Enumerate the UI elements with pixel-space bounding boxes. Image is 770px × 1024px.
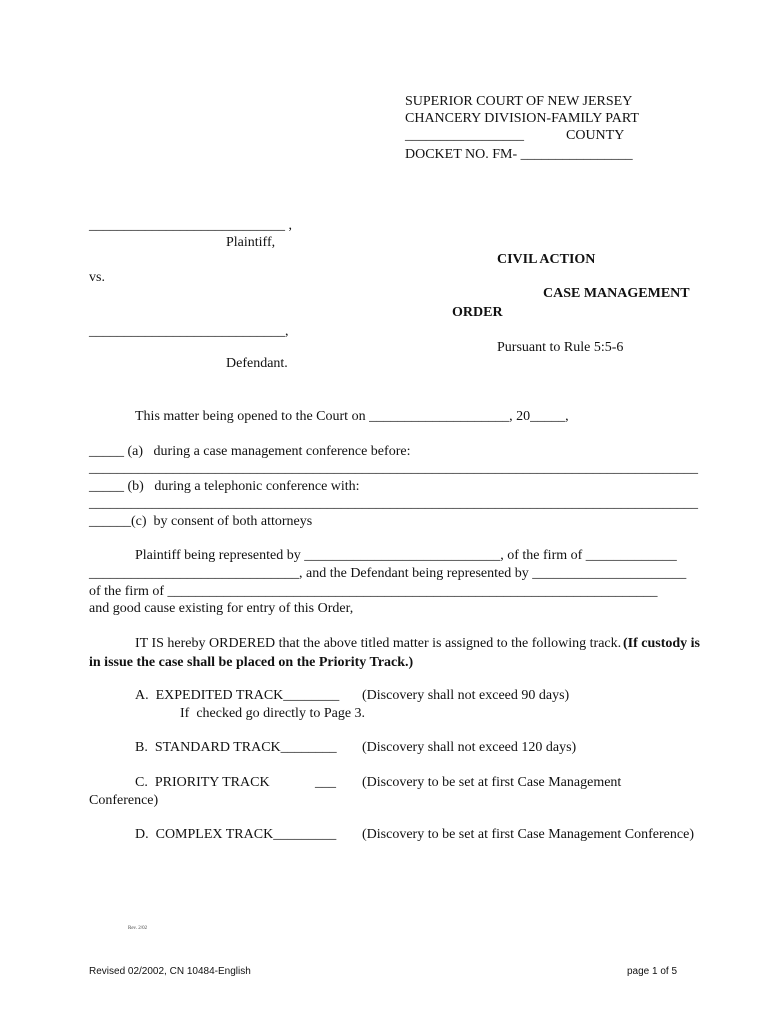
plaintiff-name-blank: ____________________________ ,: [89, 218, 292, 233]
track-d-description: (Discovery to be set at first Case Management Conference): [362, 827, 694, 842]
civil-action-title: CIVIL ACTION: [497, 252, 596, 267]
defendant-name-blank: ____________________________,: [89, 324, 289, 339]
defendant-label: Defendant.: [226, 356, 288, 371]
track-c-description-cont: Conference): [89, 793, 159, 808]
court-division: CHANCERY DIVISION-FAMILY PART: [405, 111, 639, 126]
option-a-conference: _____ (a) during a case management conference before:: [89, 444, 411, 459]
case-management-title: CASE MANAGEMENT: [543, 286, 690, 301]
option-c-consent: ______(c) by consent of both attorneys: [89, 514, 313, 529]
option-a-blank-line: _______________________________________________________________________________________: [89, 461, 698, 476]
track-c-description: (Discovery to be set at first Case Management: [362, 775, 622, 790]
opened-date-line: This matter being opened to the Court on ____________________, 20_____,: [135, 409, 569, 424]
plaintiff-label: Plaintiff,: [226, 235, 276, 250]
representation-line-2: ______________________________, and the Defendant being represented by ______________________: [89, 566, 687, 581]
track-b-description: (Discovery shall not exceed 120 days): [362, 740, 577, 755]
representation-line-3: of the firm of ______________________________________________________________________: [89, 584, 658, 599]
order-title: ORDER: [452, 305, 503, 320]
track-b-standard: B. STANDARD TRACK________: [135, 740, 337, 755]
order-statement: IT IS hereby ORDERED that the above titled matter is assigned to the following track.: [135, 636, 622, 651]
track-a-description: (Discovery shall not exceed 90 days): [362, 688, 570, 703]
representation-line-1: Plaintiff being represented by ____________________________, of the firm of _____________: [135, 548, 677, 563]
rule-reference: Pursuant to Rule 5:5-6: [497, 340, 624, 355]
track-d-complex: D. COMPLEX TRACK_________: [135, 827, 337, 842]
revision-mark-small: Rev. 2/02: [128, 926, 148, 931]
representation-line-4: and good cause existing for entry of this Order,: [89, 601, 354, 616]
track-a-expedited: A. EXPEDITED TRACK________: [135, 688, 340, 703]
option-b-blank-line: _______________________________________________________________________________________: [89, 496, 698, 511]
versus-label: vs.: [89, 270, 105, 285]
custody-note-start: (If custody is: [623, 636, 701, 651]
option-b-telephonic: _____ (b) during a telephonic conference with:: [89, 479, 360, 494]
court-name: SUPERIOR COURT OF NEW JERSEY: [405, 94, 633, 109]
custody-note-end: in issue the case shall be placed on the Priority Track.): [89, 655, 414, 670]
track-c-blank: ___: [315, 775, 336, 790]
footer-revision: Revised 02/2002, CN 10484-English: [89, 966, 251, 977]
track-c-priority: C. PRIORITY TRACK: [135, 775, 270, 790]
docket-number: DOCKET NO. FM- ________________: [405, 147, 633, 162]
page-number: page 1 of 5: [627, 966, 678, 977]
county-line: _________________ COUNTY: [405, 128, 625, 143]
track-a-note: If checked go directly to Page 3.: [180, 706, 366, 721]
